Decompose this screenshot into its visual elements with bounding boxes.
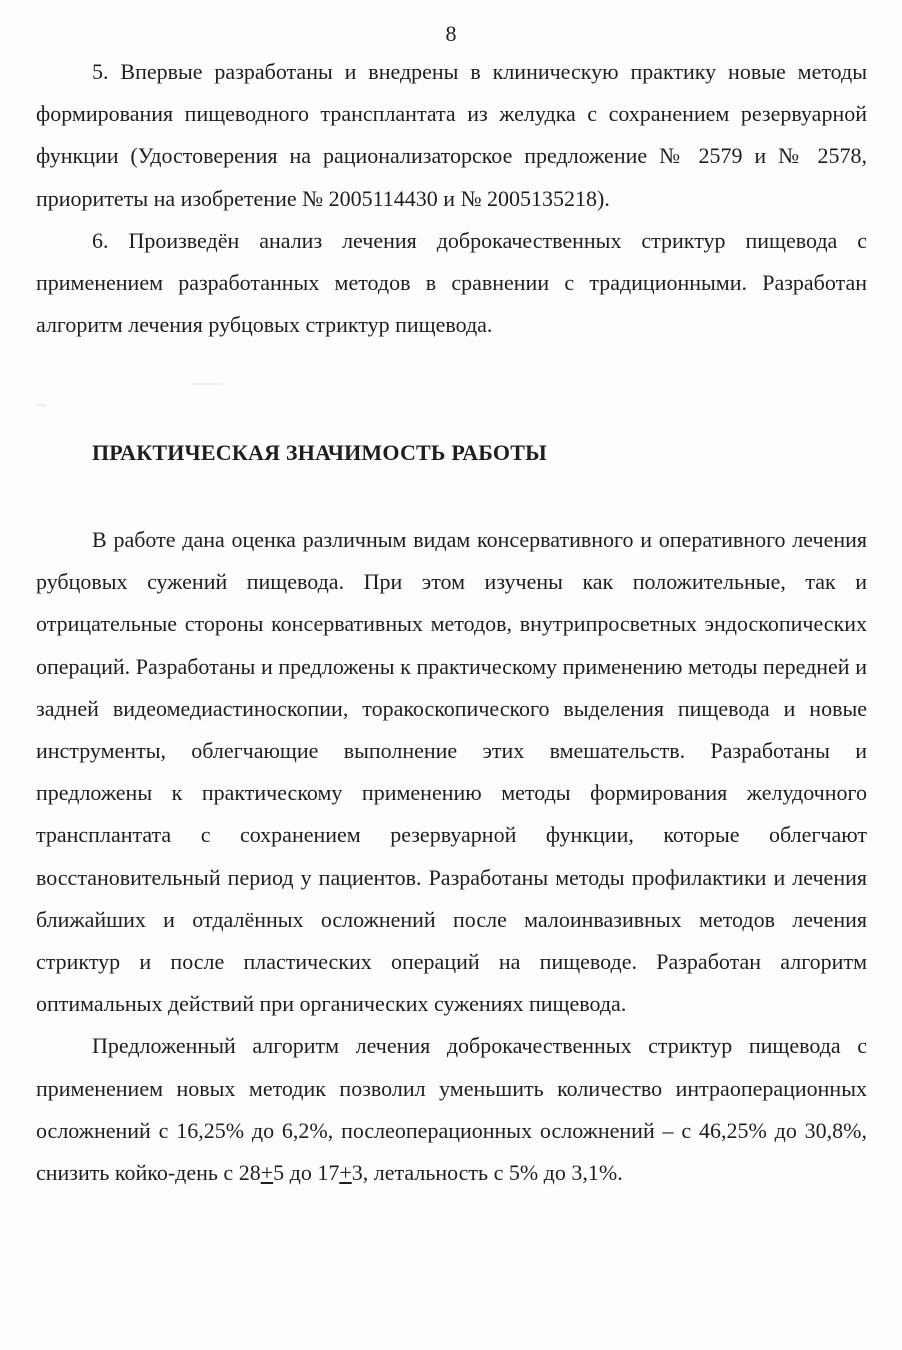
numbered-item-5: 5. Впервые разработаны и внедрены в клиническую практику новые методы формирования пищеводного трансплантата из желудка с сохранением резервуарной функции (Удостоверения на рационализаторское предложение № 2579 и № 2578, приоритеты на изобретение № 2005114430 и № 2005135218). — [36, 59, 867, 211]
section-heading: ПРАКТИЧЕСКАЯ ЗНАЧИМОСТЬ РАБОТЫ — [92, 440, 547, 465]
page-number: 8 — [445, 21, 457, 46]
plus-minus-sign: + — [339, 1160, 352, 1186]
paragraph-2-text-end: 3, летальность с 5% до 3,1%. — [351, 1160, 623, 1186]
scan-artifact — [192, 383, 222, 385]
scan-artifact — [36, 404, 46, 406]
practical-significance-block — [36, 519, 867, 1194]
paragraph-2-text-start: Предложенный алгоритм лечения доброкачественных стриктур пищевода с применением новых методик позволил уменьшить количество интраоперационных осложнений с 16,25% до 6,2%, послеоперационных осложнений – с 46,25% до 30,8%, снизить койко-день с 28 — [36, 1033, 867, 1186]
numbered-items-block — [36, 51, 867, 346]
numbered-item-6: 6. Произведён анализ лечения доброкачественных стриктур пищевода с применением разработанных методов в сравнении с традиционными. Разработан алгоритм лечения рубцовых стриктур пищевода. — [36, 227, 867, 338]
practical-paragraph-1: В работе дана оценка различным видам консервативного и оперативного лечения рубцовых сужений пищевода. При этом изучены как положительные, так и отрицательные стороны консервативных методов, внутрипросветных эндоскопических операций. Разработаны и предложены к практическому применению методы передней и задней видеомедиастиноскопии, торакоскопического выделения пищевода и новые инструменты, облегчающие выполнение этих вмешательств. Разработаны и предложены к практическому применению методы формирования желудочного трансплантата с сохранением резервуарной функции, которые облегчают восстановительный период у пациентов. Разработаны методы профилактики и лечения ближайших и отдалённых осложнений после малоинвазивных методов лечения стриктур и после пластических операций на пищеводе. Разработан алгоритм оптимальных действий при органических сужениях пищевода. — [36, 527, 867, 1017]
plus-minus-sign: + — [260, 1160, 274, 1186]
paragraph-2-text-mid: 5 до 17 — [273, 1160, 340, 1186]
practical-paragraph-2 — [36, 1025, 867, 1194]
